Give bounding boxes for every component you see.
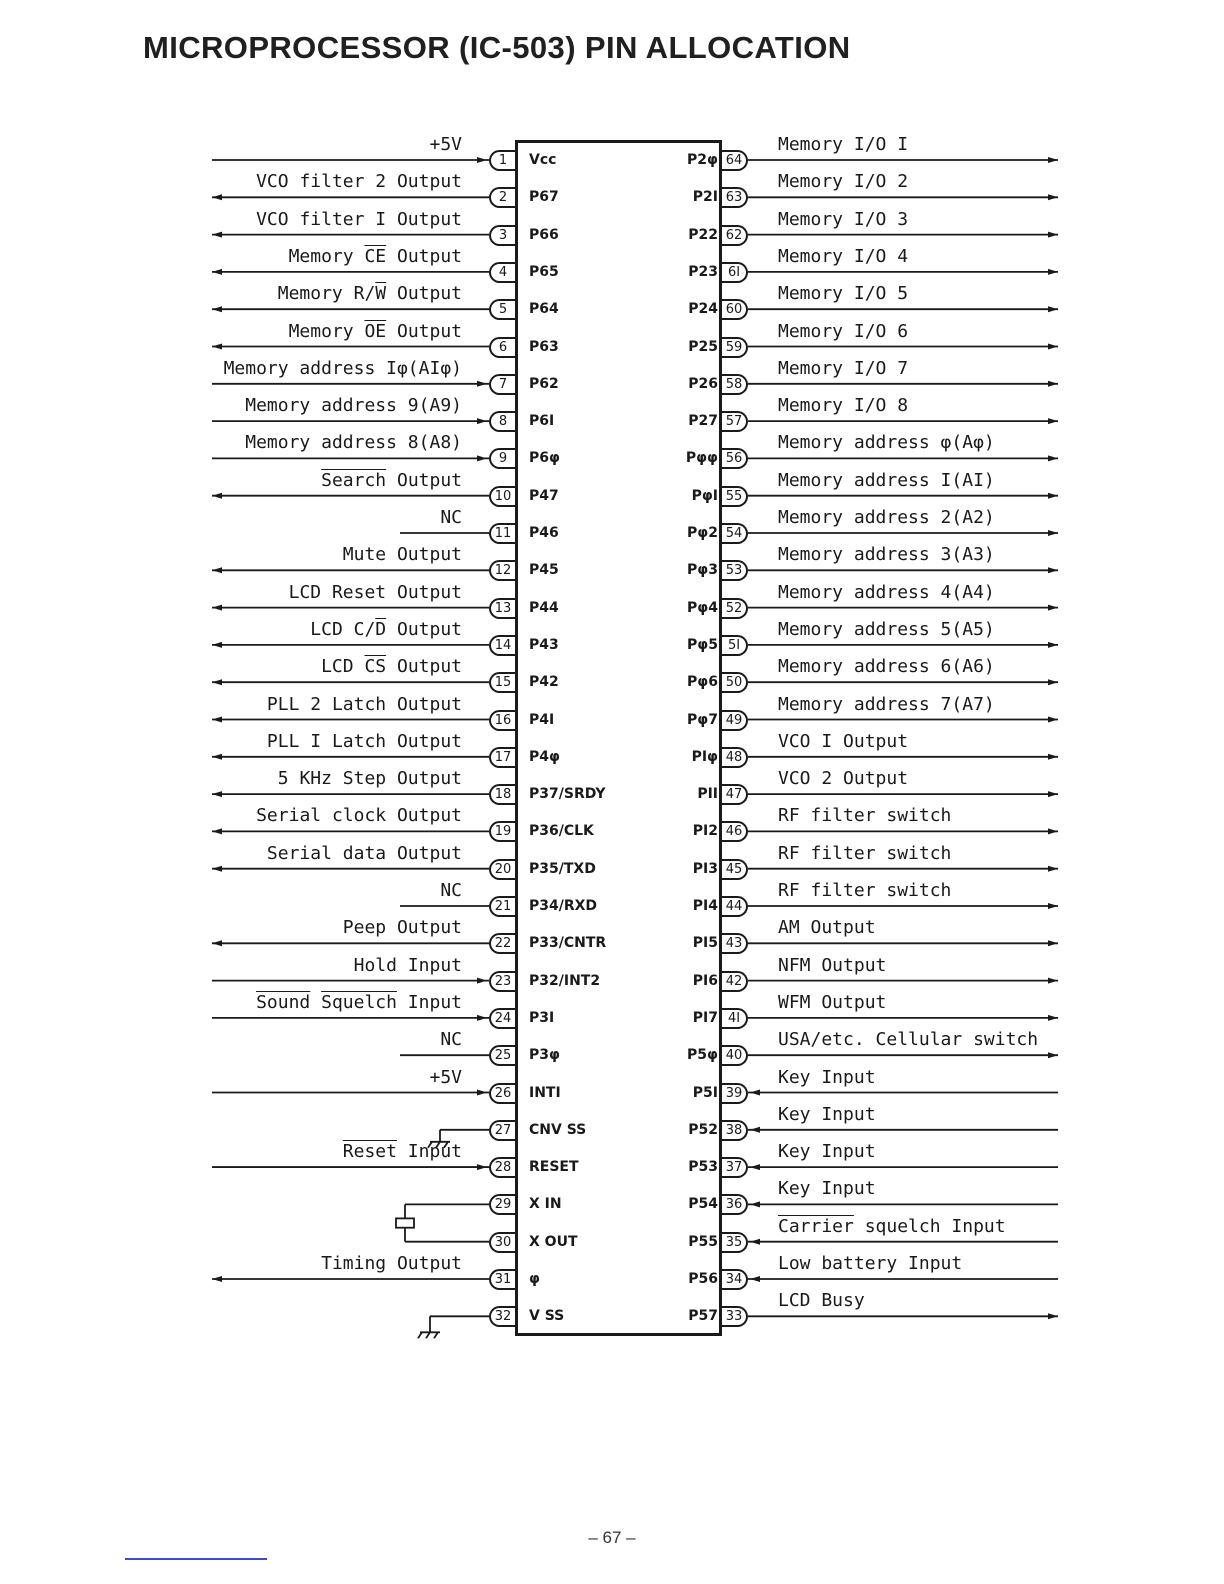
pin-46-box: 46 <box>722 821 748 842</box>
pin-7-box: 7 <box>489 374 515 395</box>
signal-label: Hold Input <box>353 954 462 976</box>
pin-44-box: 44 <box>722 896 748 917</box>
output-arrow <box>1048 828 1058 834</box>
pin-2-box: 2 <box>489 187 515 208</box>
signal-label: Memory address 8(A8) <box>245 432 462 454</box>
signal-label: Memory I/O 7 <box>778 357 909 379</box>
pin-58-box: 58 <box>722 374 748 395</box>
output-arrow <box>212 306 222 312</box>
pin-14-box: 14 <box>489 635 515 656</box>
port-label: P24 <box>688 301 718 318</box>
port-label: P27 <box>688 413 718 430</box>
output-arrow <box>212 232 222 238</box>
pin-12-box: 12 <box>489 560 515 581</box>
output-arrow <box>212 717 222 723</box>
signal-label: NC <box>440 507 462 528</box>
output-arrow <box>212 828 222 834</box>
signal-label: Memory I/O I <box>778 134 909 155</box>
port-label: P26 <box>688 375 718 392</box>
pin-20-box: 20 <box>489 859 515 880</box>
signal-label: RF filter switch <box>778 880 952 901</box>
port-label: P2φ <box>687 152 718 168</box>
pin-64-box: 64 <box>722 150 748 171</box>
signal-label: Memory address φ(Aφ) <box>778 432 995 454</box>
pin-45-box: 45 <box>722 859 748 880</box>
signal-label: Sound Squelch Input <box>256 991 462 1013</box>
pin-48-box: 48 <box>722 747 748 768</box>
ic-503-chip-body <box>515 140 722 1336</box>
port-label: PI7 <box>692 1009 718 1026</box>
pin-39-box: 39 <box>722 1083 748 1104</box>
pin-8-box: 8 <box>489 411 515 432</box>
port-label: P67 <box>529 189 559 206</box>
output-arrow <box>1048 493 1058 499</box>
signal-label: Mute Output <box>342 544 462 566</box>
signal-label: USA/etc. Cellular switch <box>778 1029 1039 1051</box>
pin-41-box: 4I <box>722 1008 748 1029</box>
port-label: X IN <box>529 1196 562 1213</box>
input-arrow <box>477 157 487 163</box>
signal-label: Memory $R/\overline{W}$ Output <box>277 283 462 305</box>
pin-38-box: 38 <box>722 1120 748 1141</box>
signal-label: Low battery Input <box>778 1253 963 1274</box>
pin-21-box: 21 <box>489 896 515 917</box>
port-label: Pφ6 <box>687 674 718 691</box>
pin-22-box: 22 <box>489 933 515 954</box>
port-label: P44 <box>529 599 559 616</box>
signal-label: Memory address 4(A4) <box>778 581 995 603</box>
pin-61-box: 6I <box>722 262 748 283</box>
output-arrow <box>1048 418 1058 424</box>
output-arrow <box>212 493 222 499</box>
pin-54-box: 54 <box>722 523 748 544</box>
signal-label: Memory $\overline{CE}$ Output <box>288 245 462 267</box>
ground-symbol-vss <box>418 1332 440 1338</box>
output-arrow <box>1048 717 1058 723</box>
output-arrow <box>1048 1052 1058 1058</box>
signal-label: LCD Reset Output <box>288 581 462 603</box>
pin-17-box: 17 <box>489 747 515 768</box>
signal-label: LCD Busy <box>778 1290 865 1312</box>
pin-25-box: 25 <box>489 1045 515 1066</box>
signal-label: Peep Output <box>342 917 462 939</box>
pin-9-box: 9 <box>489 448 515 469</box>
pin-32-box: 32 <box>489 1306 515 1327</box>
port-label: P5φ <box>687 1047 718 1064</box>
input-arrow <box>477 381 487 387</box>
signal-label: Memory I/O 8 <box>778 395 909 417</box>
footer-rule <box>125 1558 267 1560</box>
output-arrow <box>212 194 222 200</box>
crystal-symbol <box>396 1218 414 1227</box>
output-arrow <box>1048 530 1058 536</box>
pin-19-box: 19 <box>489 821 515 842</box>
pin-23-box: 23 <box>489 971 515 992</box>
pin-50-box: 50 <box>722 672 748 693</box>
port-label: P23 <box>688 263 718 280</box>
port-label: P2I <box>692 189 718 206</box>
output-arrow <box>212 679 222 685</box>
pin-15-box: 15 <box>489 672 515 693</box>
page-title: MICROPROCESSOR (IC-503) PIN ALLOCATION <box>143 30 851 65</box>
pin-26-box: 26 <box>489 1083 515 1104</box>
port-label: P4I <box>529 711 555 728</box>
port-label: RESET <box>529 1159 579 1176</box>
pin-63-box: 63 <box>722 187 748 208</box>
signal-label: Memory address I(AI) <box>778 469 995 491</box>
signal-label: Memory address 9(A9) <box>245 395 462 417</box>
signal-label: Carrier squelch Input <box>778 1215 1006 1237</box>
port-label: PI3 <box>692 860 718 877</box>
pin-62-box: 62 <box>722 225 748 246</box>
port-label: P32/INT2 <box>529 972 601 989</box>
output-arrow <box>1048 194 1058 200</box>
port-label: P34/RXD <box>529 898 598 914</box>
port-label: V SS <box>529 1308 565 1325</box>
pin-5-box: 5 <box>489 299 515 320</box>
port-label: PI4 <box>692 898 718 914</box>
output-arrow <box>1048 940 1058 946</box>
output-arrow <box>212 754 222 760</box>
output-arrow <box>1048 269 1058 275</box>
pin-3-box: 3 <box>489 225 515 246</box>
pin-47-box: 47 <box>722 784 748 805</box>
signal-label: RF filter switch <box>778 842 952 864</box>
output-arrow <box>1048 232 1058 238</box>
port-label: Pφ7 <box>687 711 718 728</box>
output-arrow <box>1048 642 1058 648</box>
pin-24-box: 24 <box>489 1008 515 1029</box>
pin-60-box: 60 <box>722 299 748 320</box>
signal-label: Memory address 5(A5) <box>778 618 995 640</box>
signal-label: Memory $\overline{OE}$ Output <box>288 320 462 342</box>
port-label: Pφ4 <box>687 599 718 616</box>
input-arrow <box>750 1127 760 1133</box>
port-label: P35/TXD <box>529 860 596 877</box>
port-label: P64 <box>529 301 559 318</box>
signal-label: Serial data Output <box>266 842 462 864</box>
signal-label: Memory address 6(A6) <box>778 656 995 678</box>
port-label: P45 <box>529 562 559 579</box>
port-label: P66 <box>529 226 559 243</box>
output-arrow <box>1048 567 1058 573</box>
pin-29-box: 29 <box>489 1194 515 1215</box>
pin-52-box: 52 <box>722 598 748 619</box>
pin-10-box: 10 <box>489 486 515 507</box>
pin-57-box: 57 <box>722 411 748 432</box>
port-label: PIφ <box>691 748 718 765</box>
port-label: P46 <box>529 525 559 541</box>
signal-label: Key Input <box>778 1141 876 1163</box>
port-label: P43 <box>529 636 559 653</box>
signal-label: Memory address 2(A2) <box>778 507 995 528</box>
pin-27-box: 27 <box>489 1120 515 1141</box>
output-arrow <box>1048 679 1058 685</box>
signal-label: Memory address Iφ(AIφ) <box>223 357 462 379</box>
signal-label: +5V <box>429 134 462 155</box>
signal-label: NFM Output <box>778 954 887 976</box>
signal-label: VCO filter I Output <box>256 208 462 230</box>
page-number: – 67 – <box>588 1528 636 1547</box>
pin-34-box: 34 <box>722 1269 748 1290</box>
pin-13-box: 13 <box>489 598 515 619</box>
port-label: P54 <box>688 1196 718 1213</box>
port-label: P53 <box>688 1159 718 1176</box>
signal-label: Serial clock Output <box>256 805 462 827</box>
output-arrow <box>1048 605 1058 611</box>
output-arrow <box>1048 1313 1058 1319</box>
input-arrow <box>750 1201 760 1207</box>
input-arrow <box>477 455 487 461</box>
pin-31-box: 31 <box>489 1269 515 1290</box>
input-arrow <box>750 1090 760 1096</box>
port-label: P65 <box>529 263 559 280</box>
pin-4-box: 4 <box>489 262 515 283</box>
signal-label: Key Input <box>778 1103 876 1125</box>
pin-59-box: 59 <box>722 337 748 358</box>
port-label: PI6 <box>692 972 718 989</box>
input-arrow <box>750 1276 760 1282</box>
port-label: P56 <box>688 1271 718 1287</box>
signal-label: Memory I/O 4 <box>778 245 909 267</box>
input-arrow <box>477 1090 487 1096</box>
port-label: CNV SS <box>529 1121 587 1138</box>
output-arrow <box>1048 866 1058 872</box>
pin-55-box: 55 <box>722 486 748 507</box>
port-label: P55 <box>688 1233 718 1250</box>
signal-label: Memory I/O 2 <box>778 171 909 193</box>
signal-label: VCO filter 2 Output <box>256 171 462 193</box>
pin-30-box: 30 <box>489 1232 515 1253</box>
pin-37-box: 37 <box>722 1157 748 1178</box>
pin-53-box: 53 <box>722 560 748 581</box>
pin-1-box: 1 <box>489 150 515 171</box>
signal-label: Key Input <box>778 1066 876 1088</box>
port-label: P42 <box>529 674 559 691</box>
pin-6-box: 6 <box>489 337 515 358</box>
pin-35-box: 35 <box>722 1232 748 1253</box>
signal-label: Reset Input <box>342 1141 462 1163</box>
pin-18-box: 18 <box>489 784 515 805</box>
pin-43-box: 43 <box>722 933 748 954</box>
signal-label: RF filter switch <box>778 805 952 827</box>
pin-56-box: 56 <box>722 448 748 469</box>
input-arrow <box>750 1239 760 1245</box>
input-arrow <box>750 1164 760 1170</box>
signal-label: NC <box>440 880 462 901</box>
port-label: P37/SRDY <box>529 786 606 803</box>
port-label: P5I <box>692 1084 718 1101</box>
pin-36-box: 36 <box>722 1194 748 1215</box>
output-arrow <box>1048 455 1058 461</box>
pin-40-box: 40 <box>722 1045 748 1066</box>
output-arrow <box>1048 978 1058 984</box>
signal-label: LCD $C/\overline{D}$ Output <box>310 618 462 640</box>
output-arrow <box>212 1276 222 1282</box>
output-arrow <box>1048 754 1058 760</box>
output-arrow <box>1048 903 1058 909</box>
signal-label: Memory address 3(A3) <box>778 544 995 566</box>
output-arrow <box>1048 1015 1058 1021</box>
port-label: P57 <box>688 1308 718 1325</box>
signal-label: Timing Output <box>321 1253 462 1274</box>
signal-label: 5 KHz Step Output <box>277 768 462 790</box>
port-label: φ <box>529 1271 540 1287</box>
port-label: X OUT <box>529 1233 578 1250</box>
output-arrow <box>1048 791 1058 797</box>
port-label: P47 <box>529 487 559 504</box>
pin-42-box: 42 <box>722 971 748 992</box>
signal-label: Memory address 7(A7) <box>778 693 995 715</box>
signal-label: PLL 2 Latch Output <box>266 693 462 715</box>
output-arrow <box>212 605 222 611</box>
output-arrow <box>1048 157 1058 163</box>
port-label: P33/CNTR <box>529 935 607 952</box>
signal-label: AM Output <box>778 917 876 939</box>
port-label: P6φ <box>529 450 560 467</box>
port-label: P6I <box>529 413 555 430</box>
port-label: Pφ3 <box>687 562 718 579</box>
input-arrow <box>477 1015 487 1021</box>
pin-28-box: 28 <box>489 1157 515 1178</box>
signal-label: Search Output <box>321 469 462 491</box>
output-arrow <box>212 940 222 946</box>
signal-label: LCD $\overline{CS}$ Output <box>321 656 462 678</box>
port-label: PI2 <box>692 823 718 840</box>
signal-label: VCO 2 Output <box>778 768 909 790</box>
pin-16-box: 16 <box>489 710 515 731</box>
output-arrow <box>1048 344 1058 350</box>
port-label: Pφ2 <box>687 525 718 541</box>
port-label: PI5 <box>692 935 718 952</box>
port-label: P52 <box>688 1121 718 1138</box>
signal-label: Memory I/O 3 <box>778 208 909 230</box>
input-arrow <box>477 418 487 424</box>
signal-label: NC <box>440 1029 462 1051</box>
signal-label: Memory I/O 5 <box>778 283 909 305</box>
port-label: PφI <box>691 487 718 504</box>
output-arrow <box>212 344 222 350</box>
signal-label: VCO I Output <box>778 730 909 752</box>
pin-11-box: 11 <box>489 523 515 544</box>
output-arrow <box>212 866 222 872</box>
signal-label: PLL I Latch Output <box>266 730 462 752</box>
signal-label: WFM Output <box>778 991 887 1013</box>
output-arrow <box>212 791 222 797</box>
pin-49-box: 49 <box>722 710 748 731</box>
signal-label: Memory I/O 6 <box>778 320 909 342</box>
port-label: P22 <box>688 226 718 243</box>
port-label: PII <box>697 786 718 803</box>
port-label: P3φ <box>529 1047 560 1064</box>
output-arrow <box>212 642 222 648</box>
port-label: Vcc <box>529 152 557 168</box>
signal-label: +5V <box>429 1066 462 1088</box>
port-label: Pφ5 <box>687 636 718 653</box>
port-label: P63 <box>529 338 559 355</box>
output-arrow <box>1048 306 1058 312</box>
port-label: P4φ <box>529 748 560 765</box>
signal-label: Key Input <box>778 1178 876 1200</box>
port-label: P36/CLK <box>529 823 594 840</box>
output-arrow <box>1048 381 1058 387</box>
pin-33-box: 33 <box>722 1306 748 1327</box>
output-arrow <box>212 269 222 275</box>
output-arrow <box>212 567 222 573</box>
port-label: Pφφ <box>685 450 718 467</box>
port-label: P62 <box>529 375 559 392</box>
pin-51-box: 5I <box>722 635 748 656</box>
port-label: P3I <box>529 1009 555 1026</box>
input-arrow <box>477 978 487 984</box>
port-label: INTI <box>529 1084 561 1101</box>
port-label: P25 <box>688 338 718 355</box>
